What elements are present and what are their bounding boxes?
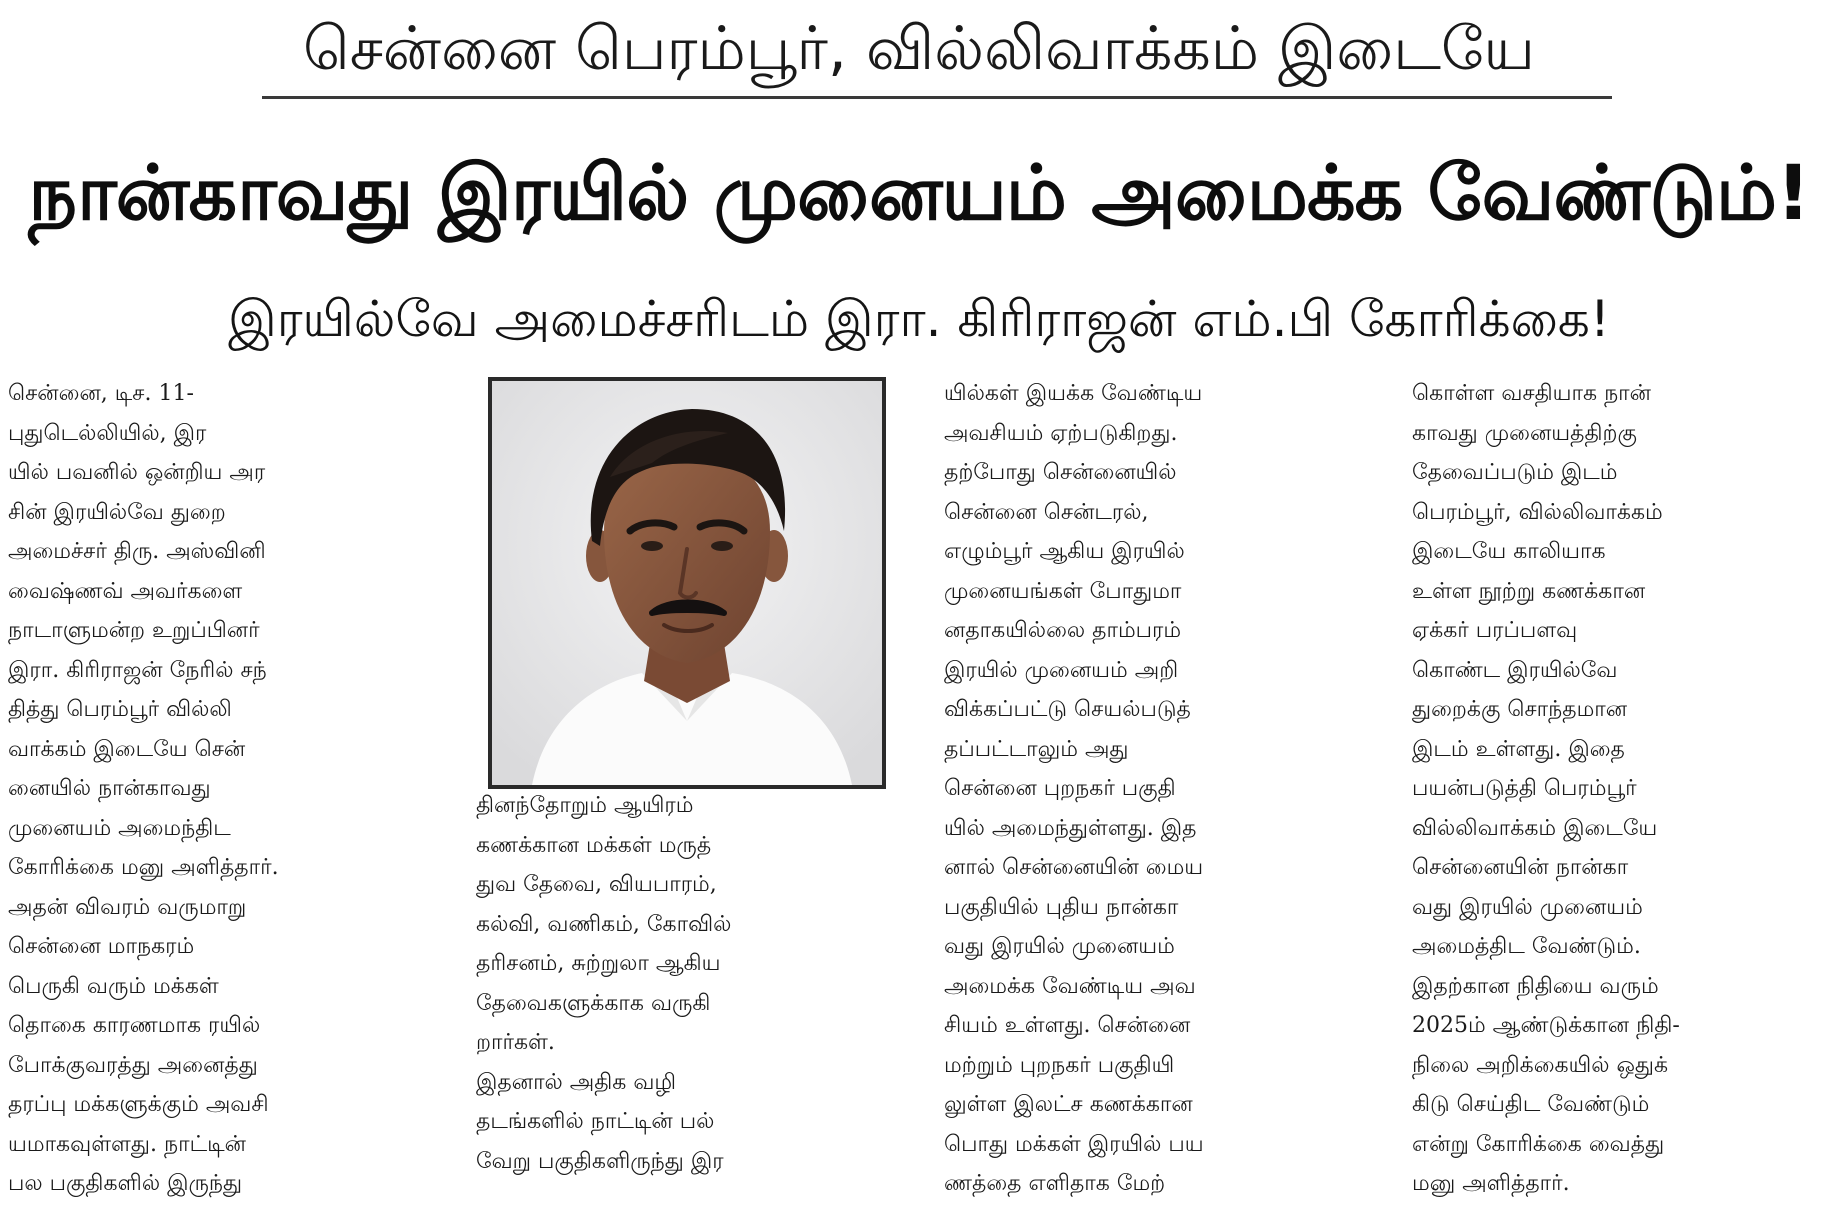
article-line: தேவைப்படும் இடம் — [1412, 460, 1618, 485]
article-line: சின் இரயில்வே துறை — [8, 499, 226, 525]
article-line: லுள்ள இலட்ச கணக்கான — [944, 1092, 1193, 1117]
portrait-photo — [488, 377, 886, 789]
article-line: னால் சென்னையின் மைய — [944, 855, 1204, 880]
article-line: னதாகயில்லை தாம்பரம் — [944, 618, 1182, 643]
article-line: 2025ம் ஆண்டுக்கான நிதி- — [1412, 1013, 1680, 1038]
portrait-illustration — [492, 381, 882, 785]
article-line: ஏக்கர் பரப்பளவு — [1412, 618, 1578, 643]
article-line: பொது மக்கள் இரயில் பய — [944, 1131, 1204, 1157]
article-line: அதன் விவரம் வருமாறு — [8, 894, 247, 920]
article-line: கணக்கான மக்கள் மருத் — [476, 832, 712, 858]
main-headline: நான்காவது இரயில் முனையம் அமைக்க வேண்டும்! — [28, 148, 1810, 237]
article-line: போக்குவரத்து அனைத்து — [8, 1052, 258, 1078]
article-line: யில்கள் இயக்க வேண்டிய — [944, 381, 1203, 406]
article-line: அவசியம் ஏற்படுகிறது. — [944, 420, 1178, 446]
article-line: சியம் உள்ளது. சென்னை — [944, 1013, 1191, 1038]
article-line: சென்னை புறநகர் பகுதி — [944, 776, 1176, 801]
article-line: காவது முனையத்திற்கு — [1412, 420, 1637, 446]
article-line: பகுதியில் புதிய நான்கா — [944, 894, 1179, 920]
article-line: முனையம் அமைந்திட — [8, 815, 231, 841]
sub-headline: இரயில்வே அமைச்சரிடம் இரா. கிரிராஜன் எம்.பி கோரிக்கை! — [228, 290, 1610, 348]
article-line: கல்வி, வணிகம், கோவில் — [476, 911, 732, 937]
article-line: தரப்பு மக்களுக்கும் அவசி — [8, 1092, 269, 1117]
article-line: வது இரயில் முனையம் — [944, 934, 1175, 959]
article-line: உள்ள நூற்று கணக்கான — [1412, 578, 1646, 604]
article-line: சென்னை சென்டரல், — [944, 499, 1149, 525]
article-column-3 — [944, 374, 1376, 1204]
article-line: வது இரயில் முனையம் — [1412, 894, 1643, 920]
article-line: இடம் உள்ளது. இதை — [1412, 736, 1625, 762]
article-line: தித்து பெரம்பூர் வில்லி — [8, 697, 232, 722]
article-line: விக்கப்பட்டு செயல்படுத் — [944, 697, 1191, 722]
article-column-2 — [476, 786, 908, 1181]
article-line: பெரம்பூர், வில்லிவாக்கம் — [1412, 499, 1663, 525]
article-line: தொகை காரணமாக ரயில் — [8, 1013, 261, 1038]
article-line: கோரிக்கை மனு அளித்தார். — [8, 855, 279, 880]
article-line: துவ தேவை, வியபாரம், — [476, 872, 717, 897]
article-line: தரிசனம், சுற்றுலா ஆகிய — [476, 951, 721, 976]
article-line: தடங்களில் நாட்டின் பல் — [476, 1109, 715, 1134]
article-line: றார்கள். — [476, 1030, 555, 1055]
article-line: கொண்ட இரயில்வே — [1412, 657, 1618, 683]
article-line: னையில் நான்காவது — [8, 776, 211, 801]
article-line: ணத்தை எளிதாக மேற் — [944, 1171, 1166, 1196]
headline-divider — [262, 96, 1612, 99]
article-line: அமைச்சர் திரு. அஸ்வினி — [8, 539, 266, 564]
article-line: இடையே காலியாக — [1412, 539, 1606, 564]
article-line: பயன்படுத்தி பெரம்பூர் — [1412, 776, 1637, 801]
article-line: அமைத்திட வேண்டும். — [1412, 934, 1641, 959]
article-line: இதனால் அதிக வழி — [476, 1069, 677, 1095]
article-line: கொள்ள வசதியாக நான் — [1412, 381, 1652, 406]
article-line: இரா. கிரிராஜன் நேரில் சந் — [8, 657, 267, 683]
article-line: பெருகி வரும் மக்கள் — [8, 973, 219, 999]
article-line: தேவைகளுக்காக வருகி — [476, 990, 711, 1016]
kicker-headline: சென்னை பெரம்பூர், வில்லிவாக்கம் இடையே — [303, 14, 1535, 84]
article-line: நிலை அறிக்கையில் ஒதுக் — [1412, 1052, 1669, 1078]
article-line: துறைக்கு சொந்தமான — [1412, 697, 1628, 722]
article-line: மற்றும் புறநகர் பகுதியி — [944, 1052, 1175, 1078]
article-line: இதற்கான நிதியை வரும் — [1412, 973, 1659, 999]
article-line: வேறு பகுதிகளிருந்து இர — [476, 1148, 724, 1174]
article-line: தற்போது சென்னையில் — [944, 460, 1177, 485]
article-line: என்று கோரிக்கை வைத்து — [1412, 1131, 1665, 1157]
article-line: புதுடெல்லியில், இர — [8, 420, 207, 446]
article-line: அமைக்க வேண்டிய அவ — [944, 973, 1196, 999]
article-line: யில் பவனில் ஒன்றிய அர — [8, 460, 266, 485]
article-line: நாடாளுமன்ற உறுப்பினர் — [8, 618, 260, 643]
article-line: யமாகவுள்ளது. நாட்டின் — [8, 1131, 246, 1157]
article-line: தினந்தோறும் ஆயிரம் — [476, 793, 694, 818]
article-line: சென்னை மாநகரம் — [8, 934, 195, 959]
article-line: சென்னையின் நான்கா — [1412, 855, 1629, 880]
article-line: எழும்பூர் ஆகிய இரயில் — [944, 539, 1185, 564]
article-column-1 — [8, 374, 440, 1204]
article-line: இரயில் முனையம் அறி — [944, 657, 1179, 683]
article-line: பல பகுதிகளில் இருந்து — [8, 1171, 243, 1196]
article-line: மனு அளித்தார். — [1412, 1171, 1570, 1196]
article-line: வில்லிவாக்கம் இடையே — [1412, 815, 1658, 841]
article-column-4 — [1412, 374, 1838, 1204]
article-line: யில் அமைந்துள்ளது. இத — [944, 815, 1197, 841]
article-line: முனையங்கள் போதுமா — [944, 578, 1182, 604]
article-line: தப்பட்டாலும் அது — [944, 736, 1129, 762]
article-line: வாக்கம் இடையே சென் — [8, 736, 246, 762]
article-line: சென்னை, டிச. 11- — [8, 381, 194, 406]
article-line: கிடு செய்திட வேண்டும் — [1412, 1092, 1650, 1117]
article-line: வைஷ்ணவ் அவர்களை — [8, 578, 243, 604]
